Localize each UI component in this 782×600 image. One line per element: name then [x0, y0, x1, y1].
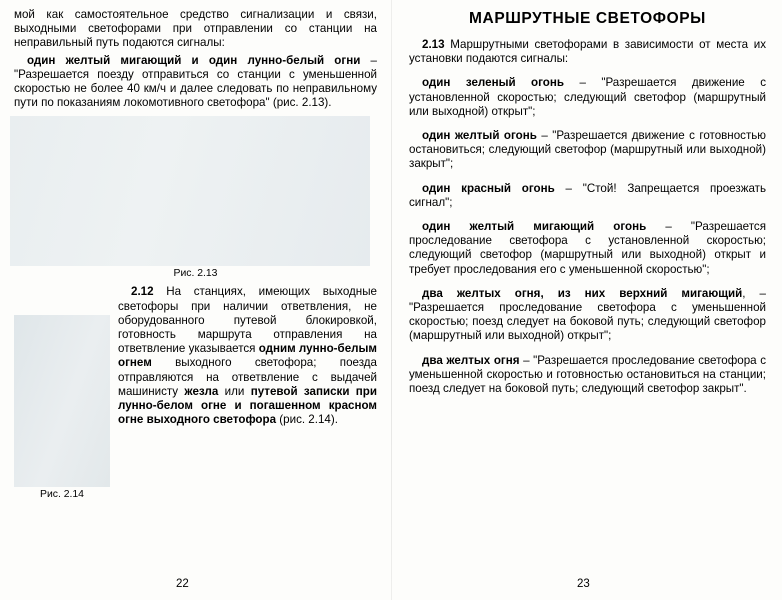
spacer [409, 347, 766, 354]
paragraph-continuation [14, 8, 377, 51]
paragraph-signal-two-yellow-upper-flashing [409, 287, 766, 344]
signal-term: два желтых огня [422, 353, 520, 367]
signal-description: – "Разрешается поезду отправиться со станции с уменьшенной скоростью не более 40 км/ч и далее следовать по неправильному пути по показаниям локомотивного светофора" (рис. 2.13). [14, 53, 377, 110]
clause-text-3: или [218, 384, 251, 398]
signal-description: – "Разрешается проследование светофора с уменьшенной скоростью и готовностью остановиться на станции; поезд следует на боковой путь; следующий светофор закрыт". [409, 353, 766, 396]
signal-term: один зеленый огонь [422, 76, 565, 90]
paragraph-signal-yellow-flashing [409, 220, 766, 277]
clause-text: Маршрутными светофорами в зависимости от места их установки подаются сигналы: [409, 38, 766, 66]
paragraph-signal-yellow-flashing-moonwhite [14, 54, 377, 111]
paragraph-2-13 [409, 38, 766, 66]
figure-2-14 [14, 315, 110, 487]
figure-background [14, 315, 110, 487]
signal-description: – "Стой! Запрещается проезжать сигнал"; [409, 181, 766, 209]
signal-description: – "Разрешается проследование светофора с установленной скоростью; следующий светофор (маршрутный или выходной) открыт и требует проследования его с уменьшенной скоростью"; [409, 220, 766, 276]
paragraph-signal-two-yellow [409, 354, 766, 397]
signal-term: один желтый мигающий огонь [422, 220, 647, 234]
page-gutter [391, 0, 392, 600]
spacer [409, 175, 766, 182]
emphasis-route-note: путевой записки при лунно-белом огне и погашенном красном огне выходного светофора [118, 384, 377, 427]
figure-2-13-container [14, 116, 377, 279]
spacer [409, 69, 766, 76]
signal-term: два желтых огня, из них верхний мигающий [422, 286, 743, 300]
emphasis-staff: жезла [184, 384, 219, 398]
figure-background [10, 116, 370, 266]
page-number-right: 23 [577, 578, 590, 590]
signal-term: один желтый огонь [422, 129, 537, 143]
chapter-title: МАРШРУТНЫЕ СВЕТОФОРЫ [469, 10, 706, 27]
signal-term: один красный огонь [422, 181, 555, 195]
clause-number: 2.12 [131, 285, 154, 299]
spacer [409, 213, 766, 220]
figure-2-13-caption: Рис. 2.13 [173, 268, 218, 280]
signal-description: – "Разрешается движение с установленной скоростью; следующий светофор (маршрутный или выходной) открыт"; [409, 76, 766, 118]
clause-text-4: (рис. 2.14). [276, 413, 338, 427]
paragraph-signal-yellow [409, 129, 766, 172]
figure-2-14-container [14, 315, 110, 500]
emphasis-moon-white: одним лунно-белым огнем [118, 342, 377, 370]
spacer [409, 280, 766, 287]
clause-text-2: выходного светофора; поезда отправляются на ответвление с выдачей машинисту [118, 356, 377, 398]
clause-text: На станциях, имеющих выходные светофоры при наличии ответвления, не оборудованного путевой блокировкой, готовность маршрута отправления на ответвление указывается [118, 285, 377, 356]
signal-term: один желтый мигающий и один лунно-белый огни [27, 53, 361, 67]
paragraph-signal-green [409, 76, 766, 119]
figure-2-13 [10, 116, 370, 266]
paragraph-text: мой как самостоятельное средство сигнализации и связи, выходными светофорами при отправлении со станции на неправильный путь подаются сигналы: [14, 8, 377, 50]
clause-number: 2.13 [422, 38, 445, 51]
spacer [409, 122, 766, 129]
page-number-left: 22 [176, 578, 189, 590]
paragraph-signal-red [409, 182, 766, 210]
signal-description: – "Разрешается движение с готовностью остановиться; следующий светофор (маршрутный или выходной) закрыт"; [409, 129, 766, 171]
right-page [391, 0, 782, 600]
figure-2-14-caption: Рис. 2.14 [40, 489, 84, 501]
signal-description: , – "Разрешается проследование светофора с уменьшенной скоростью; поезд следует на боковой путь; следующий светофор (маршрутный или выходной) открыт"; [409, 286, 767, 343]
